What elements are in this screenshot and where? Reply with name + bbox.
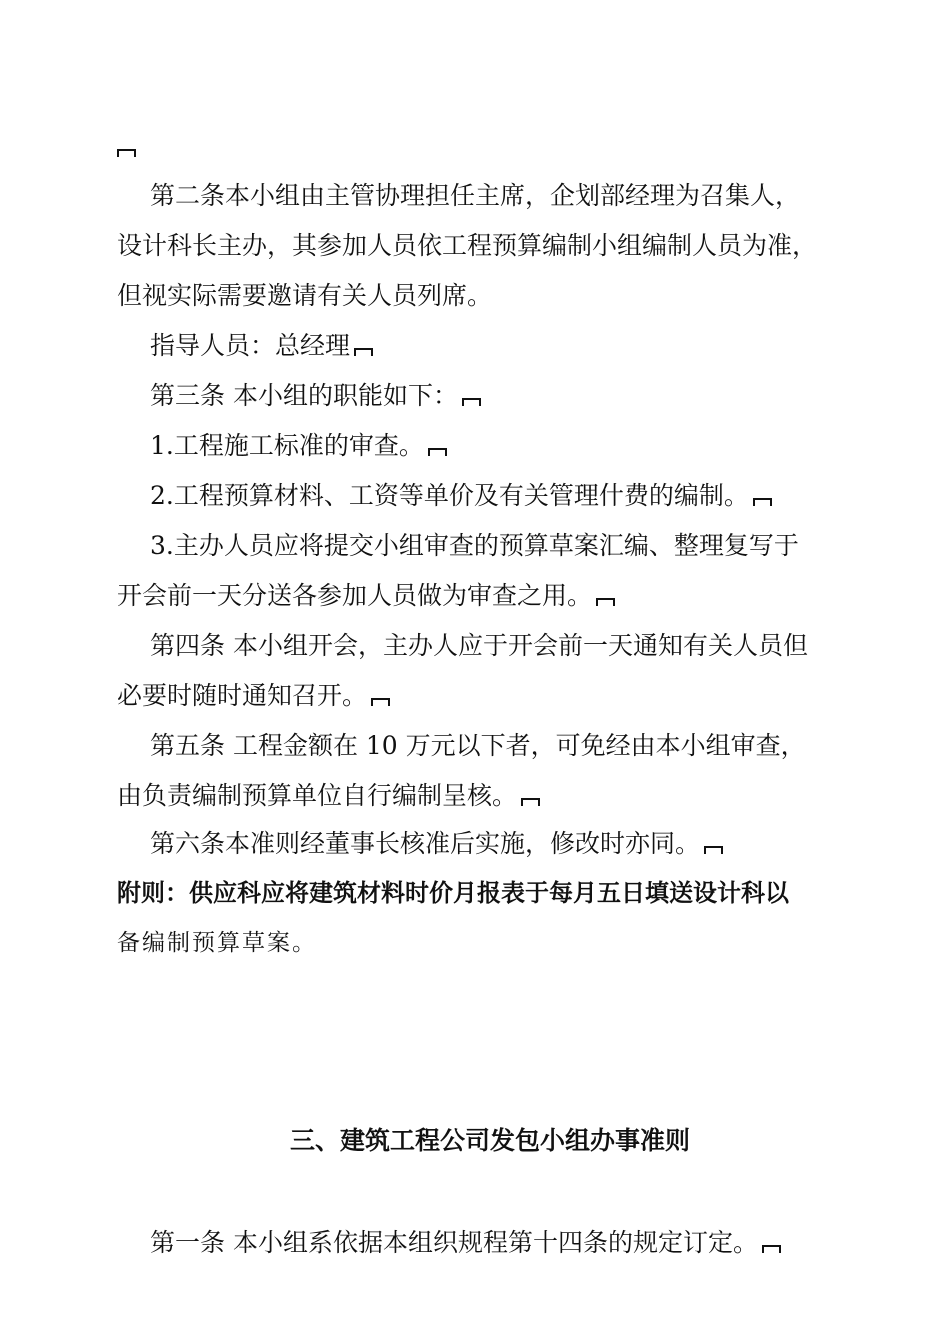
- paragraph-mark-icon: [596, 598, 615, 606]
- article-3: 第三条 本小组的职能如下：: [150, 379, 481, 413]
- paragraph-mark-icon: [521, 798, 540, 806]
- article-2-line-1: 第二条本小组由主管协理担任主席，企划部经理为召集人，: [150, 181, 801, 210]
- article-2-line-3: 但视实际需要邀请有关人员列席。: [117, 281, 493, 310]
- paragraph-mark-icon: [762, 1245, 781, 1253]
- paragraph-mark-icon: [428, 448, 447, 456]
- article-5-line-1: 第五条 工程金额在 10 万元以下者，可免经由本小组审查，: [150, 731, 806, 760]
- article-3-item-3-line-2: 开会前一天分送各参加人员做为审查之用。: [117, 579, 615, 613]
- article-3-item-1: 1.工程施工标准的审查。: [150, 429, 447, 463]
- section-2-article-1: 第一条 本小组系依据本组织规程第十四条的规定订定。: [150, 1226, 781, 1260]
- article-6: 第六条本准则经董事长核准后实施，修改时亦同。: [150, 827, 723, 861]
- guidance-personnel: 指导人员：总经理: [150, 329, 373, 363]
- article-5-line-2: 由负责编制预算单位自行编制呈核。: [117, 779, 540, 813]
- article-3-item-2: 2.工程预算材料、工资等单价及有关管理什费的编制。: [150, 479, 772, 513]
- appendix-line-2: 备编制预算草案。: [117, 930, 317, 956]
- article-3-item-3-line-1: 3.主办人员应将提交小组审查的预算草案汇编、整理复写于: [150, 531, 799, 560]
- paragraph-mark-icon: [462, 398, 481, 406]
- paragraph-mark-icon: [117, 149, 136, 157]
- article-4-line-2: 必要时随时通知召开。: [117, 679, 390, 713]
- appendix-line-1: 附则：供应科应将建筑材料时价月报表于每月五日填送设计科以: [117, 879, 789, 907]
- paragraph-mark-icon: [753, 498, 772, 506]
- paragraph-mark-icon: [371, 698, 390, 706]
- article-2-line-2: 设计科长主办，其参加人员依工程预算编制小组编制人员为准，: [117, 231, 818, 260]
- paragraph-mark-icon: [354, 348, 373, 356]
- article-4-line-1: 第四条 本小组开会，主办人应于开会前一天通知有关人员但: [150, 631, 808, 660]
- section-heading: 三、建筑工程公司发包小组办事准则: [289, 1126, 690, 1155]
- paragraph-mark-icon: [704, 846, 723, 854]
